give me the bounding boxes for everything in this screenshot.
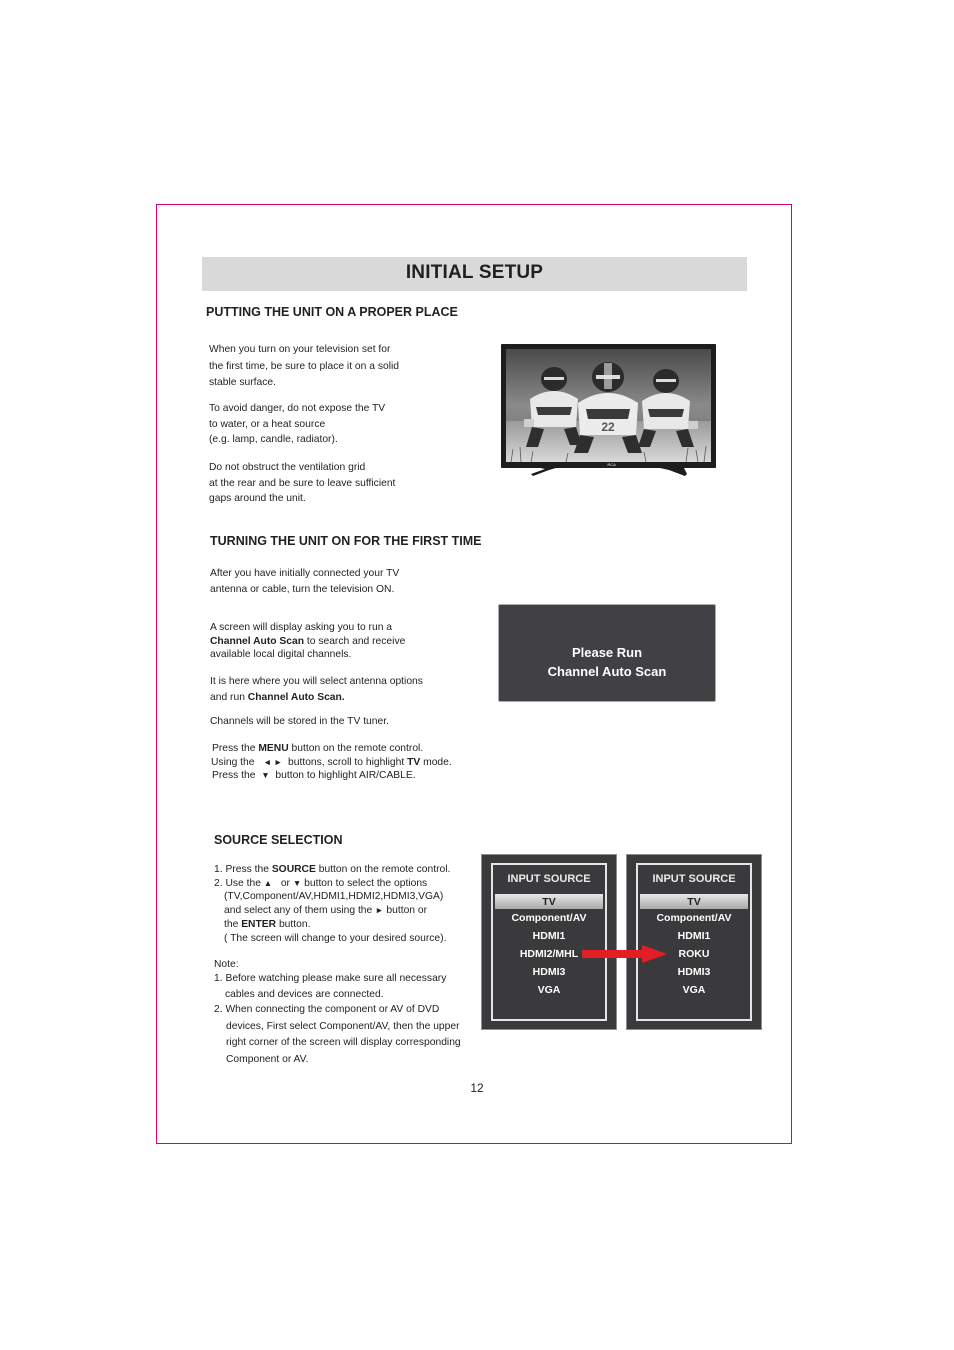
note-label: Note:	[214, 959, 239, 970]
first-time-paragraph-4: Channels will be stored in the TV tuner.	[210, 716, 389, 727]
first-time-paragraph-1: After you have initially connected your TV antenna or cable, turn the television ON.	[210, 568, 400, 595]
svg-text:22: 22	[601, 420, 615, 434]
source-option-vga[interactable]: VGA	[682, 984, 706, 996]
source-option-hdmi3[interactable]: HDMI3	[677, 966, 711, 978]
source-option-hdmi2-mhl[interactable]: HDMI2/MHL	[519, 948, 579, 960]
input-source-panel-right	[626, 854, 762, 1030]
source-option-hdmi1[interactable]: HDMI1	[677, 930, 711, 942]
tv-stand-feet	[501, 466, 716, 478]
right-arrow-icon	[582, 945, 667, 963]
source-option-component[interactable]: Component/AV	[511, 912, 587, 924]
placement-paragraph-2: To avoid danger, do not expose the TV to water, or a heat source (e.g. lamp, candle, radiator).	[209, 403, 386, 445]
note-item-2: 2. When connecting the component or AV of DVD devices, First select Component/AV, then the upper right corner of the screen will display corresponding Component or AV.	[214, 1004, 461, 1065]
selected-source-tv[interactable]: TV	[640, 894, 748, 909]
auto-scan-message: Please Run Channel Auto Scan	[547, 645, 667, 679]
first-time-paragraph-2: A screen will display asking you to run a Channel Auto Scan to search and receive available local digital channels.	[210, 622, 406, 661]
right-arrow-icon: ►	[375, 905, 384, 916]
tv-illustration	[501, 344, 716, 468]
football-players-image	[506, 349, 711, 462]
page-number: 12	[470, 1081, 484, 1095]
source-instructions: 1. Press the SOURCE button on the remote control. 2. Use the ▲ or ▼ button to select the options (TV,Component/AV,HDMI1,HDMI2,HDMI3,VGA) and select any of them using the ► button or the ENTER button. ( The screen will change to your desired source).	[214, 864, 451, 944]
panel-header: INPUT SOURCE	[507, 873, 591, 885]
auto-scan-message-box	[498, 604, 716, 702]
page-title: INITIAL SETUP	[405, 262, 544, 283]
source-option-vga[interactable]: VGA	[537, 984, 561, 996]
selected-source-tv[interactable]: TV	[495, 894, 603, 909]
title-bar	[202, 257, 747, 291]
down-arrow-icon: ▼	[292, 877, 302, 888]
first-time-paragraph-5: Press the MENU button on the remote control. Using the ◄ ► buttons, scroll to highlight TV mode. Press the ▼ button to highlight AIR/CABLE.	[211, 743, 452, 782]
left-right-arrows-icon: ◄ ►	[263, 756, 283, 767]
panel-header: INPUT SOURCE	[652, 873, 736, 885]
section-heading-first-time: TURNING THE UNIT ON FOR THE FIRST TIME	[210, 534, 482, 548]
placement-paragraph-3: Do not obstruct the ventilation grid at the rear and be sure to leave sufficient gaps around the unit.	[209, 462, 396, 504]
down-arrow-icon: ▼	[261, 770, 270, 781]
first-time-paragraph-3: It is here where you will select antenna options and run Channel Auto Scan.	[210, 676, 423, 703]
section-heading-source: SOURCE SELECTION	[214, 833, 343, 847]
source-option-roku[interactable]: ROKU	[678, 948, 710, 960]
source-option-hdmi1[interactable]: HDMI1	[532, 930, 566, 942]
note-item-1: 1. Before watching please make sure all necessary cables and devices are connected.	[214, 973, 447, 1000]
placement-paragraph-1: When you turn on your television set for the first time, be sure to place it on a solid stable surface.	[209, 344, 400, 388]
source-option-hdmi3[interactable]: HDMI3	[532, 966, 566, 978]
section-heading-placement: PUTTING THE UNIT ON A PROPER PLACE	[206, 305, 458, 319]
input-source-panel-left	[481, 854, 617, 1030]
tv-screen-image	[506, 349, 711, 462]
tv-brand-logo: RCA	[607, 462, 616, 467]
source-option-component[interactable]: Component/AV	[656, 912, 732, 924]
up-arrow-icon: ▲	[263, 877, 273, 888]
